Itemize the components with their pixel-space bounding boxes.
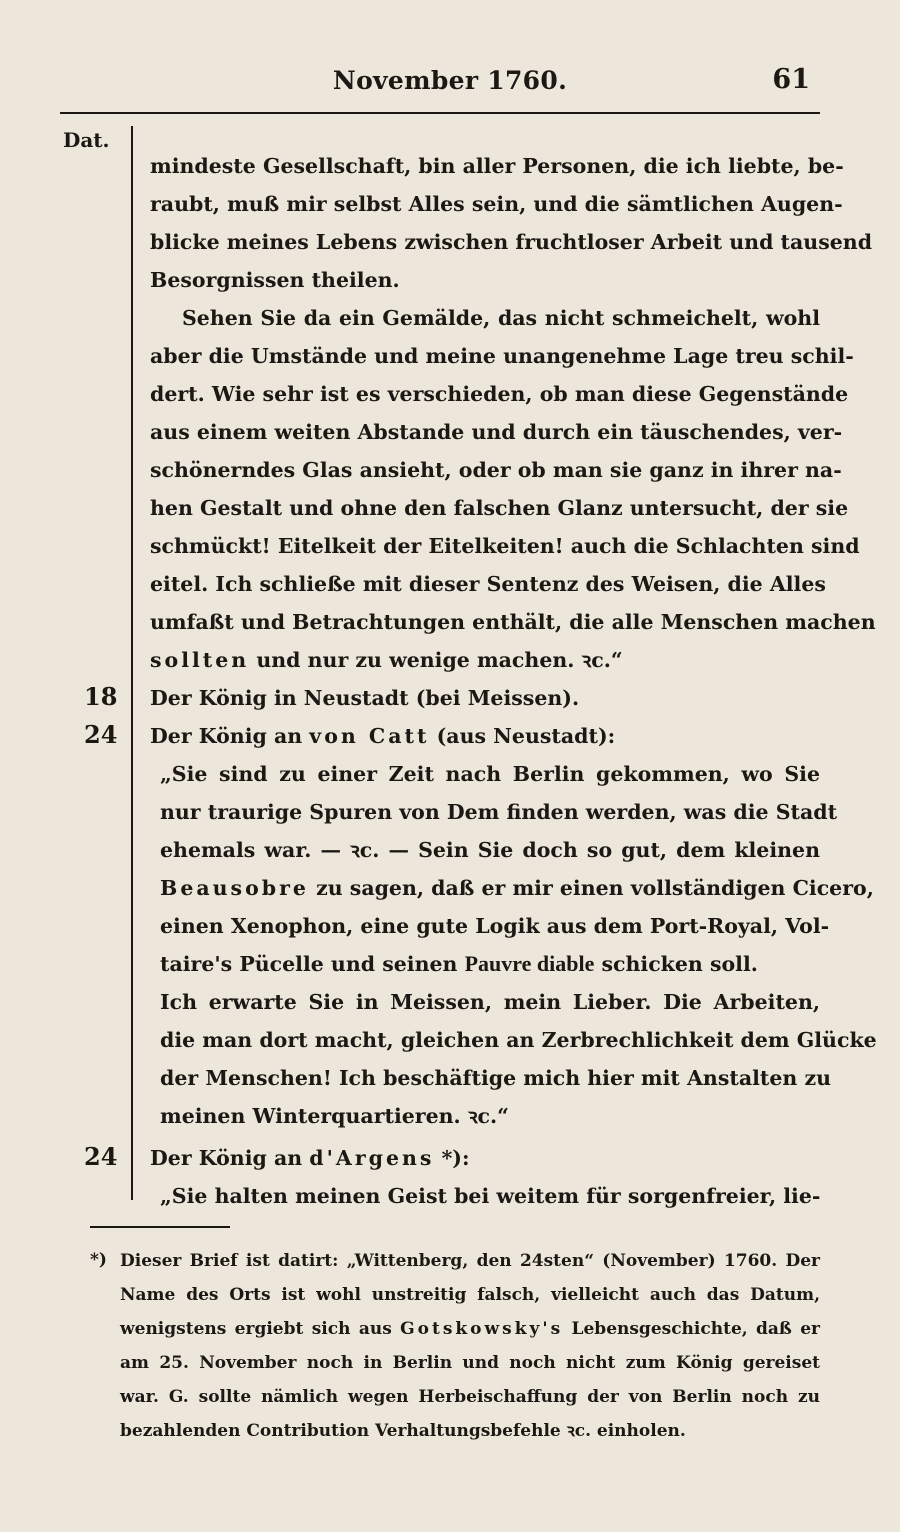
text-line: schmückt! Eitelkeit der Eitelkeiten! auch die Schlachten sind	[150, 534, 860, 558]
spaced-name: Beausobre	[160, 876, 309, 900]
text-line: Sehen Sie da ein Gemälde, das nicht schmeichelt, wohl	[182, 306, 820, 330]
page-number: 61	[772, 64, 810, 95]
date-number: 24	[84, 720, 118, 749]
text-line: aber die Umstände und meine unangenehme Lage treu schil-	[150, 344, 854, 368]
entry-heading	[150, 1144, 470, 1172]
text-fragment: schicken soll.	[594, 952, 758, 976]
spaced-name: Gotskowsky's	[400, 1319, 564, 1339]
text-line: mindeste Gesellschaft, bin aller Personen, die ich liebte, be-	[150, 154, 844, 178]
text-line	[160, 950, 758, 978]
text-fragment: taire's Pücelle und seinen	[160, 952, 465, 976]
text-line: „Sie sind zu einer Zeit nach Berlin gekommen, wo Sie	[160, 762, 820, 786]
text-line: Ich erwarte Sie in Meissen, mein Lieber. Die Arbeiten,	[160, 990, 820, 1014]
footnote-mark: *)	[90, 1250, 107, 1270]
text-line: der Menschen! Ich beschäftige mich hier mit Anstalten zu	[160, 1066, 832, 1090]
footnote-line: am 25. November noch in Berlin und noch nicht zum König gereiset	[120, 1353, 820, 1373]
text-line: meinen Winterquartieren. ꝛc.“	[160, 1104, 509, 1128]
text-line: nur traurige Spuren von Dem finden werden, was die Stadt	[160, 800, 838, 824]
text-line: dert. Wie sehr ist es verschieden, ob man diese Gegenstände	[150, 382, 849, 406]
footnote-line	[120, 1316, 820, 1342]
text-line: die man dort macht, gleichen an Zerbrechlichkeit dem Glücke	[160, 1028, 877, 1052]
text-fragment: und nur zu wenige machen. ꝛc.“	[249, 648, 623, 672]
footnote-rule	[90, 1226, 230, 1228]
text-line: blicke meines Lebens zwischen fruchtloser Arbeit und tausend	[150, 230, 873, 254]
entry-heading: Der König in Neustadt (bei Meissen).	[150, 686, 580, 710]
text-line: ehemals war. — ꝛc. — Sein Sie doch so gut, dem kleinen	[160, 838, 820, 862]
text-fragment: Der König an	[150, 724, 310, 748]
text-line: eitel. Ich schließe mit dieser Sentenz des Weisen, die Alles	[150, 572, 826, 596]
date-number: 24	[84, 1142, 118, 1171]
date-number: 18	[84, 682, 118, 711]
footnote-line: bezahlenden Contribution Verhaltungsbefehle ꝛc. einholen.	[120, 1421, 686, 1441]
text-fragment: *):	[434, 1146, 470, 1170]
spaced-name: von Catt	[309, 724, 430, 748]
text-fragment: Der König an	[150, 1146, 310, 1170]
footnote-line: Dieser Brief ist datirt: „Wittenberg, den 24sten“ (November) 1760. Der	[120, 1251, 820, 1271]
text-line: „Sie halten meinen Geist bei weitem für sorgenfreier, lie-	[160, 1184, 821, 1208]
text-fragment: (aus Neustadt):	[429, 724, 616, 748]
spaced-name: d'Argens	[309, 1146, 435, 1170]
text-line	[160, 874, 874, 902]
running-title: November 1760.	[332, 66, 568, 95]
text-fragment: zu sagen, daß er mir einen vollständigen Cicero,	[308, 876, 874, 900]
text-line: umfaßt und Betrachtungen enthält, die alle Menschen machen	[150, 610, 876, 634]
entry-heading	[150, 722, 615, 750]
text-line: schönerndes Glas ansieht, oder ob man sie ganz in ihrer na-	[150, 458, 842, 482]
roman-title: Pauvre diable	[464, 951, 595, 976]
text-fragment: wenigstens ergiebt sich aus	[120, 1319, 401, 1339]
text-line: aus einem weiten Abstande und durch ein täuschendes, ver-	[150, 420, 843, 444]
text-line: Besorgnissen theilen.	[150, 268, 400, 292]
header-rule	[60, 112, 820, 114]
date-column-label: Dat.	[63, 128, 110, 152]
text-fragment: Lebensgeschichte, daß er	[563, 1319, 820, 1339]
date-column-divider	[131, 126, 133, 1200]
footnote-line: Name des Orts ist wohl unstreitig falsch, vielleicht auch das Datum,	[120, 1285, 820, 1305]
spaced-word: sollten	[150, 648, 250, 672]
text-line: hen Gestalt und ohne den falschen Glanz untersucht, der sie	[150, 496, 849, 520]
text-line	[150, 646, 623, 674]
footnote-line: war. G. sollte nämlich wegen Herbeischaffung der von Berlin noch zu	[120, 1387, 820, 1407]
text-line: einen Xenophon, eine gute Logik aus dem Port-Royal, Vol-	[160, 914, 830, 938]
text-line: raubt, muß mir selbst Alles sein, und die sämtlichen Augen-	[150, 192, 843, 216]
